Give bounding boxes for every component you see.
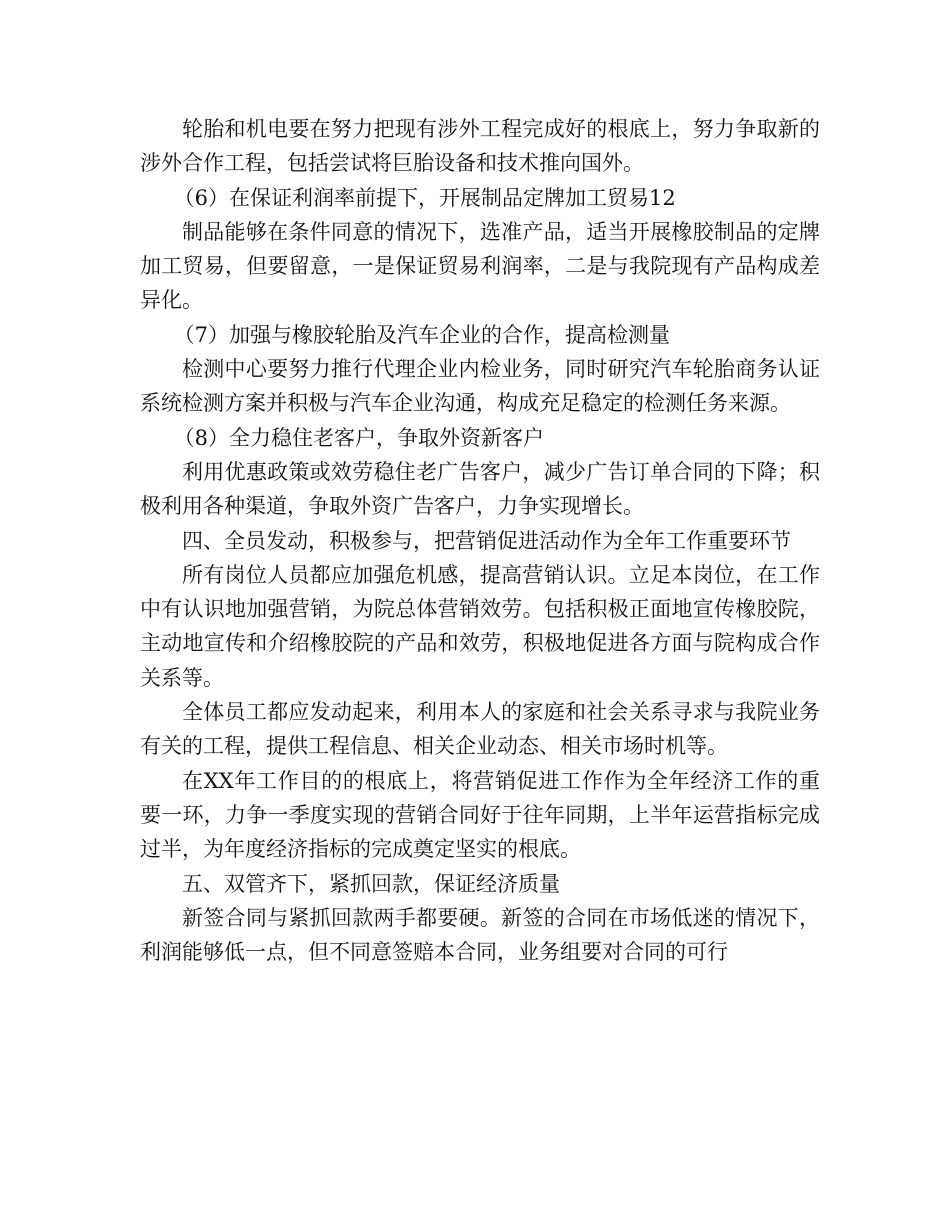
- paragraph: 所有岗位人员都应加强危机感，提高营销认识。立足本岗位，在工作中有认识地加强营销，为院总体营销效劳。包括积极正面地宣传橡胶院，主动地宣传和介绍橡胶院的产品和效劳，积极地促进各方面与院构成合作关系等。: [140, 562, 820, 690]
- paragraph: 在XX年工作目的的根底上，将营销促进工作作为全年经济工作的重要一环，力争一季度实现的营销合同好于往年同期，上半年运营指标完成过半，为年度经济指标的完成奠定坚实的根底。: [140, 768, 820, 862]
- section-heading: 四、全员发动，积极参与，把营销促进活动作为全年工作重要环节: [182, 528, 791, 553]
- paragraph: 检测中心要努力推行代理企业内检业务，同时研究汽车轮胎商务认证系统检测方案并积极与汽车企业沟通，构成充足稳定的检测任务来源。: [140, 357, 820, 416]
- paragraph: 制品能够在条件同意的情况下，选准产品，适当开展橡胶制品的定牌加工贸易，但要留意，一是保证贸易利润率，二是与我院现有产品构成差异化。: [140, 219, 820, 313]
- paragraph: 全体员工都应发动起来，利用本人的家庭和社会关系寻求与我院业务有关的工程，提供工程信息、相关企业动态、相关市场时机等。: [140, 700, 820, 759]
- section-heading: 五、双管齐下，紧抓回款，保证经济质量: [182, 871, 560, 896]
- paragraph: 新签合同与紧抓回款两手都要硬。新签的合同在市场低迷的情况下，利润能够低一点，但不同意签赔本合同，业务组要对合同的可行: [140, 905, 820, 965]
- section-heading: （7）加强与橡胶轮胎及汽车企业的合作，提高检测量: [173, 322, 670, 347]
- document-body: [140, 112, 820, 969]
- paragraph: 利用优惠政策或效劳稳住老广告客户，减少广告订单合同的下降；积极利用各种渠道，争取外资广告客户，力争实现增长。: [140, 459, 820, 519]
- section-heading: （8）全力稳住老客户，争取外资新客户: [173, 425, 544, 450]
- paragraph: 轮胎和机电要在努力把现有涉外工程完成好的根底上，努力争取新的涉外合作工程，包括尝试将巨胎设备和技术推向国外。: [140, 117, 820, 176]
- section-heading: （6）在保证利润率前提下，开展制品定牌加工贸易12: [173, 185, 676, 210]
